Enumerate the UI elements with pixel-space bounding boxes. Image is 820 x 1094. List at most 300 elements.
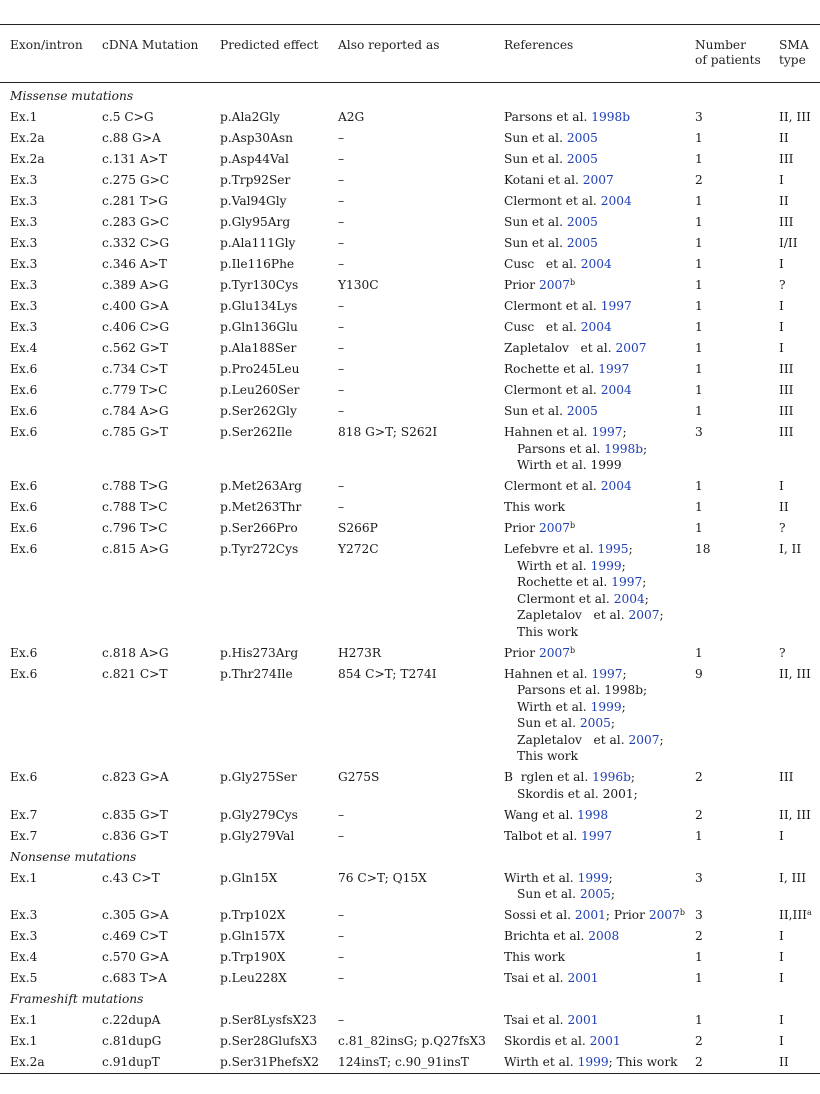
reference-text: Wirth et al. xyxy=(504,1055,578,1069)
cell-cdna: c.788 T>C xyxy=(102,500,168,514)
cell-sma xyxy=(779,666,811,683)
reference-year-link[interactable]: 2007 xyxy=(582,173,614,187)
reference-line xyxy=(504,807,608,824)
cell-references xyxy=(504,1012,598,1029)
reference-footnote: b xyxy=(570,278,576,287)
table-row xyxy=(0,380,820,401)
cell-also: – xyxy=(338,479,345,493)
cell-exon: Ex.6 xyxy=(10,404,38,418)
reference-line xyxy=(504,151,598,168)
cell-sma xyxy=(779,645,786,662)
cell-sma xyxy=(779,828,784,845)
reference-line xyxy=(504,748,664,765)
reference-text: This work xyxy=(504,500,565,514)
reference-line xyxy=(504,574,664,591)
reference-year-link[interactable]: 1997 xyxy=(600,299,632,313)
cell-cdna: c.683 T>A xyxy=(102,971,167,985)
cell-cdna: c.332 C>G xyxy=(102,236,170,250)
cell-num: 1 xyxy=(695,362,703,376)
reference-year-link[interactable]: 2007 xyxy=(538,278,570,292)
reference-text: ; xyxy=(608,870,613,885)
cell-num: 2 xyxy=(695,929,703,943)
reference-year-link[interactable]: 2004 xyxy=(613,591,645,606)
reference-line xyxy=(504,340,646,357)
cell-num: 1 xyxy=(695,152,703,166)
table-row xyxy=(0,338,820,359)
header-cdna: cDNA Mutation xyxy=(102,38,199,52)
reference-line xyxy=(504,769,638,786)
reference-text: Zapletalov et al. xyxy=(517,732,629,747)
reference-text: Rochette et al. xyxy=(517,575,612,589)
cell-sma xyxy=(779,499,789,516)
reference-year-link[interactable]: 1997 xyxy=(598,362,630,376)
cell-effect: p.Ser31PhefsX2 xyxy=(220,1055,320,1069)
reference-text: ; xyxy=(642,575,647,589)
cell-effect: p.Thr274Ile xyxy=(220,666,293,681)
cell-effect: p.Leu228X xyxy=(220,971,287,985)
reference-text: Sun et al. xyxy=(504,236,567,250)
reference-text: ; xyxy=(630,770,635,784)
reference-year-link[interactable]: 2007 xyxy=(538,521,570,535)
sma-value: ? xyxy=(779,521,786,535)
cell-effect: p.Ala111Gly xyxy=(220,236,296,250)
cell-cdna: c.835 G>T xyxy=(102,807,168,822)
reference-line xyxy=(504,457,647,474)
reference-line xyxy=(504,298,632,315)
reference-text: Clermont et al. xyxy=(504,479,601,493)
table-row xyxy=(0,128,820,149)
reference-year-link[interactable]: 1998b xyxy=(604,441,644,456)
cell-num: 2 xyxy=(695,1034,703,1048)
reference-year-link[interactable]: 2007 xyxy=(648,908,680,922)
cell-also: – xyxy=(338,173,345,187)
reference-text: ; xyxy=(644,591,649,606)
reference-text: Sun et al. xyxy=(504,131,567,145)
reference-year-link[interactable]: 2004 xyxy=(580,257,612,271)
cell-effect: p.Asp30Asn xyxy=(220,131,293,145)
table-row xyxy=(0,149,820,170)
cell-effect: p.Asp44Val xyxy=(220,152,289,166)
cell-cdna: c.788 T>G xyxy=(102,479,168,493)
cell-references xyxy=(504,828,612,845)
cell-exon: Ex.1 xyxy=(10,1013,38,1027)
reference-text: This work xyxy=(504,950,565,964)
reference-text: Sun et al. xyxy=(517,887,580,901)
cell-sma xyxy=(779,907,812,924)
reference-year-link[interactable]: 1999 xyxy=(577,870,609,885)
reference-text: Prior xyxy=(504,278,539,292)
sma-value: I xyxy=(779,828,784,843)
reference-text: ; xyxy=(628,542,633,556)
reference-year-link[interactable]: 2001 xyxy=(589,1034,621,1048)
reference-year-link[interactable]: 2007 xyxy=(538,645,570,660)
reference-text: Parsons et al. xyxy=(504,110,592,124)
reference-line xyxy=(504,1033,621,1050)
header-effect: Predicted effect xyxy=(220,38,319,52)
reference-text: Zapletalov et al. xyxy=(517,608,629,622)
cell-num: 1 xyxy=(695,500,703,514)
cell-cdna: c.346 A>T xyxy=(102,257,167,271)
reference-year-link[interactable]: 2004 xyxy=(600,194,632,208)
reference-text: Wirth et al. xyxy=(504,870,578,885)
reference-line xyxy=(504,424,647,441)
cell-also: H273R xyxy=(338,645,382,660)
reference-line xyxy=(504,130,598,147)
cell-references xyxy=(504,499,565,516)
cell-sma xyxy=(779,109,811,126)
reference-year-link[interactable]: 2005 xyxy=(566,215,598,229)
reference-year-link[interactable]: 1997 xyxy=(611,575,643,589)
section-title: Nonsense mutations xyxy=(10,849,137,864)
cell-num: 3 xyxy=(695,870,703,885)
cell-exon: Ex.2a xyxy=(10,152,45,166)
cell-references xyxy=(504,214,598,231)
reference-text: This work xyxy=(517,624,578,639)
cell-also: c.81_82insG; p.Q27fsX3 xyxy=(338,1034,486,1048)
sma-value: II, III xyxy=(779,110,811,124)
reference-text: B rglen et al. xyxy=(504,770,593,784)
reference-text: Tsai et al. xyxy=(504,971,568,985)
reference-text: Brichta et al. xyxy=(504,929,589,943)
reference-line xyxy=(504,520,575,537)
cell-references xyxy=(504,382,632,399)
cell-exon: Ex.3 xyxy=(10,257,38,271)
reference-line xyxy=(504,541,664,558)
cell-sma xyxy=(779,520,786,537)
cell-effect: p.Tyr130Cys xyxy=(220,278,299,292)
table-row xyxy=(0,401,820,422)
reference-text: ; xyxy=(610,887,615,901)
cell-cdna: c.43 C>T xyxy=(102,870,160,885)
cell-exon: Ex.3 xyxy=(10,215,38,229)
reference-line xyxy=(504,172,614,189)
reference-text: ; This work xyxy=(608,1055,678,1069)
cell-cdna: c.281 T>G xyxy=(102,194,168,208)
reference-text: Wirth et al. 1999 xyxy=(517,458,622,472)
reference-year-link[interactable]: 1999 xyxy=(590,558,622,573)
reference-line xyxy=(504,886,615,903)
reference-footnote: b xyxy=(570,521,576,530)
sma-value: III xyxy=(779,215,794,229)
reference-text: ; xyxy=(621,699,626,714)
cell-num: 1 xyxy=(695,950,703,964)
reference-year-link[interactable]: 1998b xyxy=(591,110,631,124)
table-header xyxy=(0,38,820,78)
reference-year-link[interactable]: 2004 xyxy=(600,383,632,397)
table-row xyxy=(0,317,820,338)
cell-references xyxy=(504,870,615,903)
reference-text: Sun et al. xyxy=(504,152,567,166)
cell-references xyxy=(504,151,598,168)
reference-line xyxy=(504,682,664,699)
reference-year-link[interactable]: 2005 xyxy=(566,236,598,250)
reference-line xyxy=(504,591,664,608)
reference-year-link[interactable]: 2008 xyxy=(588,929,620,943)
sma-value: III xyxy=(779,404,794,418)
cell-exon: Ex.3 xyxy=(10,929,38,943)
cell-references xyxy=(504,928,619,945)
reference-year-link[interactable]: 2005 xyxy=(579,716,611,730)
reference-line xyxy=(504,235,598,252)
reference-text: Skordis et al. 2001; xyxy=(517,786,638,801)
reference-text: Wirth et al. xyxy=(517,558,591,573)
cell-references xyxy=(504,645,575,662)
cell-effect: p.Val94Gly xyxy=(220,194,287,208)
cell-effect: p.Trp190X xyxy=(220,950,286,964)
cell-references xyxy=(504,478,632,495)
cell-also: – xyxy=(338,929,345,943)
reference-year-link[interactable]: 1999 xyxy=(590,699,622,714)
cell-exon: Ex.6 xyxy=(10,542,38,556)
cell-num: 1 xyxy=(695,645,703,660)
cell-effect: p.Ser262Gly xyxy=(220,404,297,418)
reference-year-link[interactable]: 2005 xyxy=(566,404,598,418)
cell-cdna: c.305 G>A xyxy=(102,908,169,922)
reference-line xyxy=(504,256,612,273)
reference-year-link[interactable]: 2004 xyxy=(580,320,612,334)
cell-sma xyxy=(779,769,793,786)
cell-sma xyxy=(779,1054,789,1071)
cell-also: G275S xyxy=(338,770,380,784)
reference-line xyxy=(504,214,598,231)
reference-text: Parsons et al. 1998b; xyxy=(517,683,648,697)
cell-num: 1 xyxy=(695,320,703,334)
cell-sma xyxy=(779,870,806,887)
reference-text: ; xyxy=(610,716,615,730)
reference-line xyxy=(504,277,575,294)
sma-value: I, II xyxy=(779,542,802,556)
cell-exon: Ex.1 xyxy=(10,870,38,885)
cell-references xyxy=(504,109,630,126)
cell-cdna: c.823 G>A xyxy=(102,770,169,784)
cell-also: – xyxy=(338,194,345,208)
reference-year-link[interactable]: 1996b xyxy=(592,770,631,784)
cell-sma xyxy=(779,235,798,252)
cell-cdna: c.469 C>T xyxy=(102,929,168,943)
cell-num: 1 xyxy=(695,278,703,292)
cell-effect: p.His273Arg xyxy=(220,645,299,660)
table-row xyxy=(0,212,820,233)
reference-line xyxy=(504,786,638,803)
cell-cdna: c.406 C>G xyxy=(102,320,170,334)
cell-sma xyxy=(779,256,784,273)
reference-line xyxy=(504,949,565,966)
reference-year-link[interactable]: 2005 xyxy=(579,887,611,901)
sma-value: II xyxy=(779,1055,789,1069)
reference-text: Prior xyxy=(504,521,539,535)
cell-exon: Ex.6 xyxy=(10,383,38,397)
sma-value: I xyxy=(779,1034,784,1048)
cell-exon: Ex.6 xyxy=(10,362,38,376)
cell-num: 3 xyxy=(695,425,703,439)
header-also: Also reported as xyxy=(338,38,440,52)
reference-line xyxy=(504,403,598,420)
reference-line xyxy=(504,193,632,210)
cell-effect: p.Gly95Arg xyxy=(220,215,291,229)
reference-line xyxy=(504,645,575,662)
reference-text: Lefebvre et al. xyxy=(504,542,598,556)
section-title: Frameshift mutations xyxy=(10,992,144,1006)
reference-text: Clermont et al. xyxy=(517,591,614,606)
reference-text: Sun et al. xyxy=(504,215,567,229)
cell-effect: p.Gln136Glu xyxy=(220,320,298,334)
cell-references xyxy=(504,298,632,315)
reference-line xyxy=(504,499,565,516)
cell-also: – xyxy=(338,1013,345,1027)
cell-also: – xyxy=(338,404,345,418)
reference-text: Cusc et al. xyxy=(504,257,581,271)
cell-cdna: c.91dupT xyxy=(102,1055,160,1069)
table-row xyxy=(0,476,820,497)
table-row xyxy=(0,107,820,128)
cell-cdna: c.734 C>T xyxy=(102,362,168,376)
cell-sma xyxy=(779,277,786,294)
table-row xyxy=(0,767,820,805)
reference-line xyxy=(504,699,664,716)
cell-also: – xyxy=(338,950,345,964)
cell-effect: p.Pro245Leu xyxy=(220,362,300,376)
cell-cdna: c.836 G>T xyxy=(102,828,168,843)
reference-year-link[interactable]: 2005 xyxy=(566,131,598,145)
reference-line xyxy=(504,607,664,624)
cell-references xyxy=(504,256,612,273)
reference-line xyxy=(504,870,615,887)
cell-references xyxy=(504,130,598,147)
sma-value: I xyxy=(779,299,784,313)
sma-value: ? xyxy=(779,278,786,292)
sma-value: I xyxy=(779,173,784,187)
table-row xyxy=(0,1010,820,1031)
sma-value: ? xyxy=(779,645,786,660)
sma-value: II, III xyxy=(779,807,811,822)
cell-exon: Ex.6 xyxy=(10,425,38,439)
table-row xyxy=(0,170,820,191)
cell-also: – xyxy=(338,257,345,271)
sma-value: I xyxy=(779,950,784,964)
table-row xyxy=(0,1031,820,1052)
table-row xyxy=(0,643,820,664)
reference-line xyxy=(504,441,647,458)
cell-references xyxy=(504,172,614,189)
cell-references xyxy=(504,907,685,924)
cell-exon: Ex.6 xyxy=(10,521,38,535)
cell-also: – xyxy=(338,299,345,313)
reference-year-link[interactable]: 2004 xyxy=(600,479,632,493)
sma-value: III xyxy=(779,152,794,166)
reference-text: ; xyxy=(643,441,648,456)
sma-value: II, III xyxy=(779,666,811,681)
cell-sma xyxy=(779,970,784,987)
reference-line xyxy=(504,907,685,924)
reference-line xyxy=(504,715,664,732)
cell-exon: Ex.1 xyxy=(10,110,38,124)
reference-year-link[interactable]: 1997 xyxy=(591,425,623,439)
cell-cdna: c.88 G>A xyxy=(102,131,161,145)
cell-also: – xyxy=(338,971,345,985)
cell-exon: Ex.3 xyxy=(10,236,38,250)
sma-value: III xyxy=(779,770,794,784)
cell-exon: Ex.3 xyxy=(10,908,38,922)
table-row xyxy=(0,968,820,989)
cell-also: A2G xyxy=(338,110,365,124)
cell-references xyxy=(504,235,598,252)
cell-num: 1 xyxy=(695,404,703,418)
reference-year-link[interactable]: 2001 xyxy=(574,908,606,922)
reference-text: This work xyxy=(517,749,578,763)
cell-effect: p.Gln157X xyxy=(220,929,286,943)
reference-text: Clermont et al. xyxy=(504,194,601,208)
reference-year-link[interactable]: 1997 xyxy=(591,666,623,681)
reference-year-link[interactable]: 2007 xyxy=(615,341,647,355)
cell-also: – xyxy=(338,908,345,922)
reference-line xyxy=(504,558,664,575)
reference-year-link[interactable]: 2001 xyxy=(567,1013,599,1027)
header-exon: Exon/intron xyxy=(10,38,83,52)
sma-value: I, III xyxy=(779,870,807,885)
reference-text: ; xyxy=(621,558,626,573)
cell-exon: Ex.3 xyxy=(10,194,38,208)
table-row xyxy=(0,296,820,317)
cell-cdna: c.821 C>T xyxy=(102,666,168,681)
reference-text: ; xyxy=(659,608,664,622)
sma-value: I xyxy=(779,1013,784,1027)
reference-year-link[interactable]: 2005 xyxy=(566,152,598,166)
cell-also: 818 G>T; S262I xyxy=(338,425,438,439)
section-title: Missense mutations xyxy=(10,89,134,103)
cell-num: 1 xyxy=(695,1013,703,1027)
cell-references xyxy=(504,1054,678,1071)
reference-year-link[interactable]: 2007 xyxy=(628,732,660,747)
reference-text: Zapletalov et al. xyxy=(504,341,616,355)
reference-year-link[interactable]: 2007 xyxy=(628,608,660,622)
cell-exon: Ex.6 xyxy=(10,645,38,660)
cell-cdna: c.815 A>G xyxy=(102,542,169,556)
cell-num: 1 xyxy=(695,828,703,843)
reference-line xyxy=(504,1012,598,1029)
reference-year-link[interactable]: 1998 xyxy=(577,807,609,822)
cell-also: – xyxy=(338,152,345,166)
cell-exon: Ex.4 xyxy=(10,341,38,355)
cell-references xyxy=(504,769,638,802)
cell-effect: p.Gly279Val xyxy=(220,828,295,843)
table-row xyxy=(0,359,820,380)
reference-text: Clermont et al. xyxy=(504,383,601,397)
sma-value: I/II xyxy=(779,236,798,250)
cell-effect: p.Ser8LysfsX23 xyxy=(220,1013,317,1027)
cell-also: – xyxy=(338,807,345,822)
header-sma: SMA type xyxy=(779,38,809,67)
header-refs: References xyxy=(504,38,574,52)
reference-text: Sun et al. xyxy=(504,404,567,418)
table-row xyxy=(0,539,820,643)
cell-num: 1 xyxy=(695,257,703,271)
cell-num: 1 xyxy=(695,521,703,535)
cell-cdna: c.131 A>T xyxy=(102,152,167,166)
cell-cdna: c.785 G>T xyxy=(102,425,168,439)
cell-cdna: c.400 G>A xyxy=(102,299,169,313)
reference-year-link[interactable]: 1995 xyxy=(597,542,629,556)
reference-line xyxy=(504,970,598,987)
cell-num: 2 xyxy=(695,770,703,784)
reference-line xyxy=(504,1054,678,1071)
reference-year-link[interactable]: 1997 xyxy=(581,828,613,843)
reference-footnote: b xyxy=(570,645,576,655)
reference-year-link[interactable]: 1999 xyxy=(577,1055,609,1069)
cell-num: 18 xyxy=(695,542,711,556)
cell-num: 1 xyxy=(695,194,703,208)
reference-year-link[interactable]: 2001 xyxy=(567,971,599,985)
cell-sma xyxy=(779,319,784,336)
